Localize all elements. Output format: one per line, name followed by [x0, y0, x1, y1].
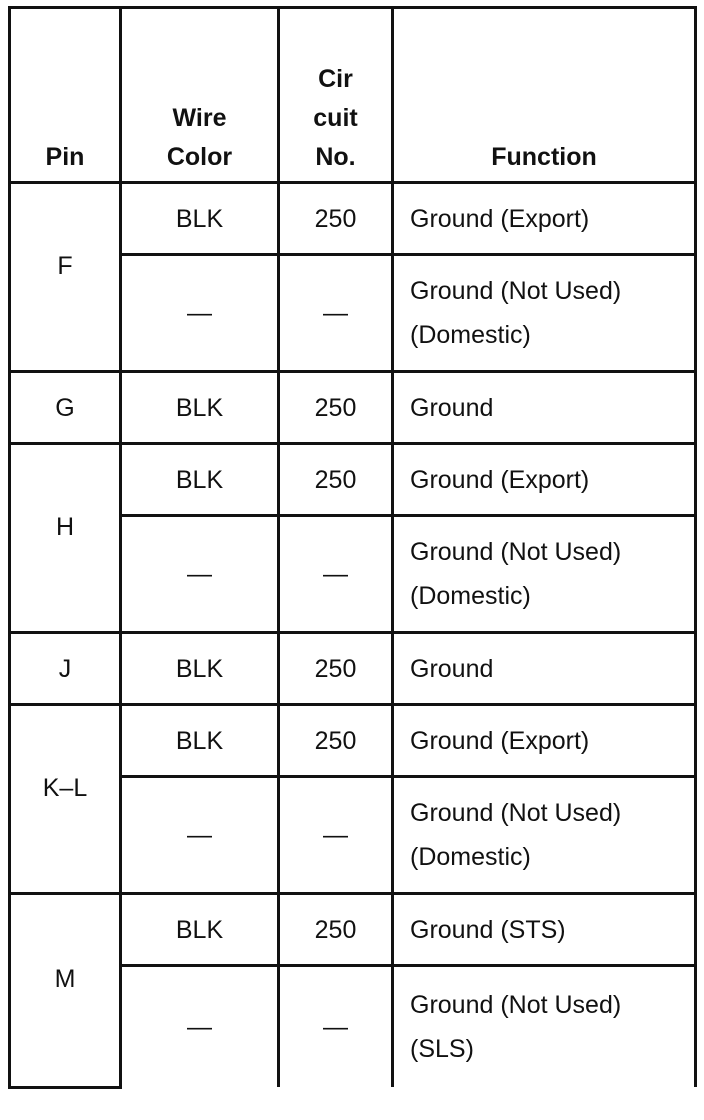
pin-cell: K–L — [10, 705, 121, 894]
dash-text: — — [323, 821, 348, 849]
function-line: Ground — [410, 654, 494, 683]
header-function-label: Function — [491, 143, 597, 171]
header-pin — [10, 8, 121, 183]
table-row — [10, 372, 696, 444]
circuit-cell: 250 — [279, 444, 393, 516]
function-cell — [393, 633, 696, 705]
wire-color-cell — [121, 255, 279, 372]
function-cell — [393, 966, 696, 1088]
dash-text: — — [323, 1013, 348, 1041]
function-line: Ground (Export) — [410, 465, 590, 494]
table-row — [10, 183, 696, 255]
dash-text: — — [323, 560, 348, 588]
function-line: Ground (Not Used) — [410, 991, 622, 1019]
function-cell — [393, 894, 696, 966]
header-pin-label: Pin — [45, 143, 85, 171]
function-line: Ground (Export) — [410, 726, 590, 755]
function-line: Ground (Export) — [410, 204, 590, 233]
circuit-cell — [279, 966, 393, 1088]
table-row — [10, 444, 696, 516]
header-function — [393, 8, 696, 183]
function-line: Ground (Not Used) — [410, 799, 622, 827]
pin-cell: J — [10, 633, 121, 705]
circuit-cell: 250 — [279, 633, 393, 705]
circuit-cell — [279, 516, 393, 633]
function-line: Ground (Not Used) — [410, 277, 622, 305]
wire-color-cell: BLK — [121, 633, 279, 705]
dash-text: — — [187, 1013, 212, 1041]
table-header — [10, 8, 696, 183]
dash-text: — — [187, 299, 212, 327]
function-cell — [393, 255, 696, 372]
header-wire-color — [121, 8, 279, 183]
wire-color-cell: BLK — [121, 894, 279, 966]
header-row — [10, 8, 696, 183]
table-row — [10, 633, 696, 705]
table-row — [10, 705, 696, 777]
header-circuit-no — [279, 8, 393, 183]
circuit-cell — [279, 777, 393, 894]
pin-function-table — [8, 6, 697, 1089]
pin-cell: F — [10, 183, 121, 372]
dash-text: — — [187, 560, 212, 588]
header-circuit-line1: Cir — [318, 65, 353, 93]
function-line: (SLS) — [410, 1035, 474, 1063]
pin-cell: M — [10, 894, 121, 1088]
wire-color-cell: BLK — [121, 444, 279, 516]
function-line: Ground (STS) — [410, 915, 566, 944]
wire-color-cell: BLK — [121, 183, 279, 255]
wire-color-cell: BLK — [121, 372, 279, 444]
header-circuit-line3: No. — [315, 143, 356, 171]
wire-color-cell — [121, 777, 279, 894]
function-line: (Domestic) — [410, 843, 531, 871]
wire-color-cell — [121, 516, 279, 633]
header-circuit-line2: cuit — [313, 104, 358, 132]
circuit-cell: 250 — [279, 894, 393, 966]
circuit-cell — [279, 255, 393, 372]
circuit-cell: 250 — [279, 705, 393, 777]
function-line: Ground (Not Used) — [410, 538, 622, 566]
dash-text: — — [323, 299, 348, 327]
function-cell — [393, 372, 696, 444]
wire-color-cell: BLK — [121, 705, 279, 777]
function-cell — [393, 777, 696, 894]
wire-color-cell — [121, 966, 279, 1088]
pin-cell: G — [10, 372, 121, 444]
pin-cell: H — [10, 444, 121, 633]
function-line: (Domestic) — [410, 582, 531, 610]
function-line: Ground — [410, 393, 494, 422]
function-cell — [393, 444, 696, 516]
function-cell — [393, 705, 696, 777]
function-line: (Domestic) — [410, 321, 531, 349]
function-cell — [393, 183, 696, 255]
circuit-cell: 250 — [279, 183, 393, 255]
header-wire-color-line2: Color — [166, 143, 233, 171]
header-wire-color-line1: Wire — [172, 104, 227, 132]
dash-text: — — [187, 821, 212, 849]
function-cell — [393, 516, 696, 633]
table-row — [10, 894, 696, 966]
table-body — [10, 183, 696, 1088]
circuit-cell: 250 — [279, 372, 393, 444]
